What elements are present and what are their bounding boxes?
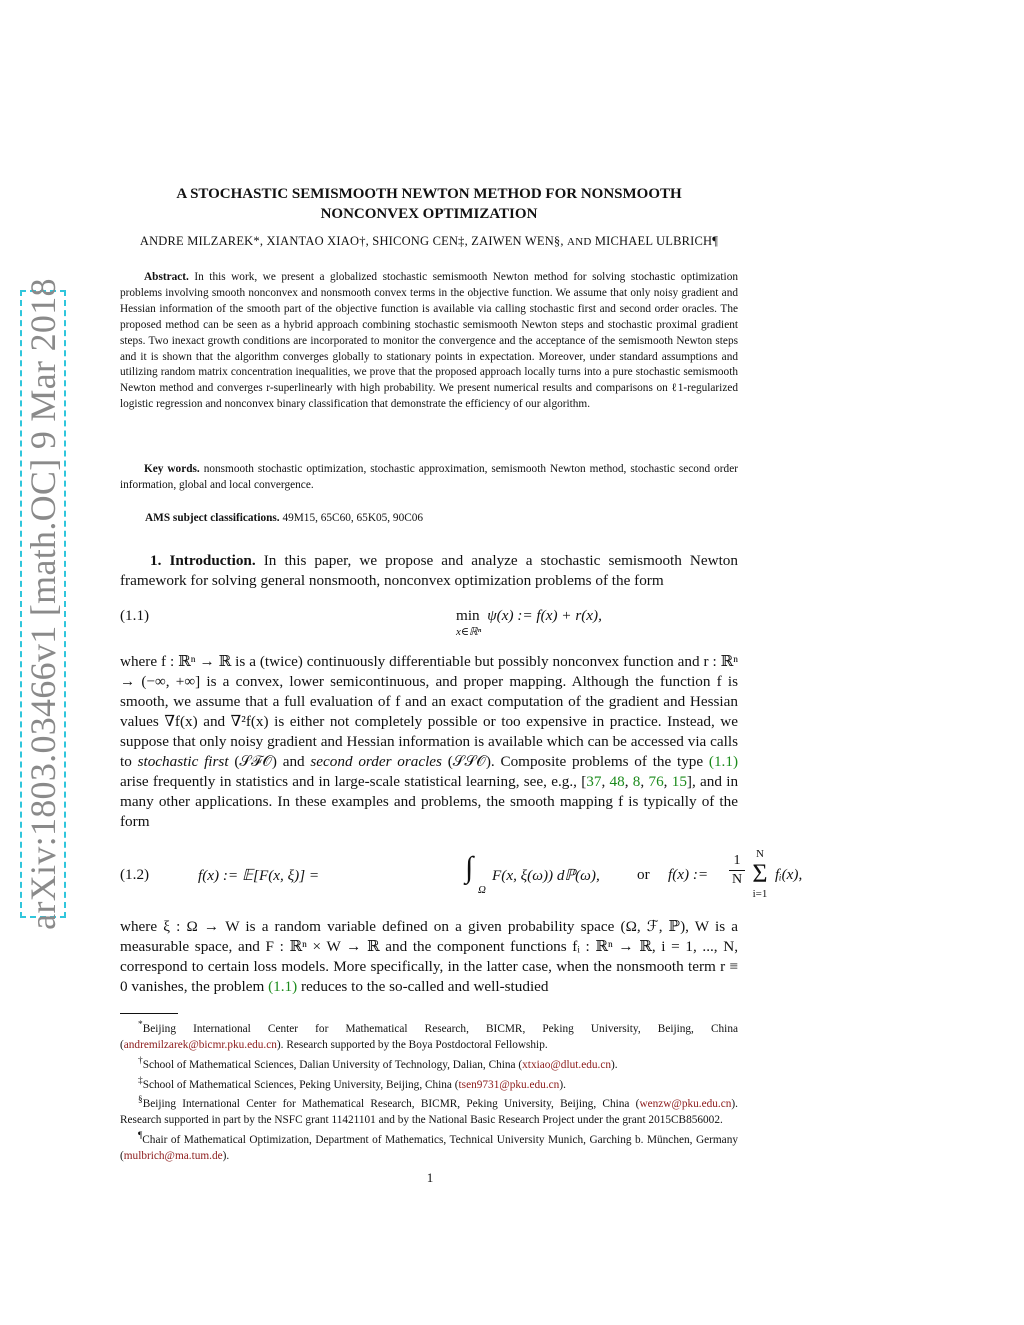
citation-link[interactable]: 76 (648, 773, 664, 790)
para-text: where f : ℝⁿ → ℝ is a (twice) continuously differentiable but possibly nonconvex function and r : ℝⁿ → (−∞, +∞] is a convex, lower semicontinuous, and proper mapping. Although the function f is smooth, we assume that a full evaluation of f and an exact computation of the gradient and Hessian values ∇f(x) and ∇²f(x) is either not completely possible or too expensive in practice. Instead, we suppose that only noisy gradient and Hessian information is available which can be accessed via calls to (120, 653, 738, 770)
eq-or: or (637, 866, 650, 883)
introduction-paragraph (120, 551, 738, 591)
title-line-2: NONCONVEX OPTIMIZATION (320, 206, 538, 222)
ams-label: AMS subject classifications. (145, 512, 280, 524)
footnote: ¶Chair of Mathematical Optimization, Department of Mathematics, Technical University Munich, Garching b. München, Germany (mulbrich@ma.tum.de). (120, 1131, 738, 1162)
authors-last: MICHAEL ULBRICH¶ (594, 234, 719, 248)
eq-rhs: f(x) := (668, 866, 709, 883)
abstract (120, 270, 738, 413)
para-emph-sfo: stochastic first (137, 753, 229, 770)
equation-number: (1.2) (120, 866, 150, 883)
email-link[interactable]: andremilzarek@bicmr.pku.edu.cn (123, 1038, 277, 1051)
citation-link[interactable]: 8 (632, 773, 641, 790)
author-list (120, 234, 738, 249)
eq-lhs: f(x) := 𝔼[F(x, ξ)] = (198, 867, 320, 884)
sum-upper: N (756, 848, 764, 860)
keywords (120, 462, 738, 494)
eq-summand: fᵢ(x), (775, 866, 803, 883)
eq-integrand: F(x, ξ(ω)) dℙ(ω), (492, 867, 600, 884)
body-paragraph-3 (120, 917, 738, 997)
email-link[interactable]: wenzw@pku.edu.cn (639, 1098, 732, 1111)
frac-numerator: 1 (733, 853, 741, 868)
eq-fraction (729, 852, 745, 889)
title-line-1: A STOCHASTIC SEMISMOOTH NEWTON METHOD FOR NONSMOOTH (176, 186, 682, 202)
citation-link[interactable]: 37 (586, 773, 602, 790)
equation-1-1 (120, 607, 738, 641)
frac-denominator: N (729, 870, 745, 889)
arxiv-identifier[interactable]: arXiv:1803.03466v1 [math.OC] 9 Mar 2018 (23, 278, 63, 930)
citation-link[interactable]: 15 (671, 773, 687, 790)
eq-min: min (456, 607, 480, 624)
abstract-text: In this work, we present a globalized stochastic semismooth Newton method for solving stochastic optimization problems involving smooth nonconvex and nonsmooth convex terms in the objective function. We assume that only noisy gradient and Hessian information of the smooth part of the objective function is available via calling stochastic first and second order oracles. The proposed method can be seen as a hybrid approach combining stochastic semismooth Newton steps and stochastic proximal gradient steps. Two inexact growth conditions are incorporated to monitor the convergence and the acceptance of the semismooth Newton steps and it is shown that the algorithm converges globally to stationary points in expectation. Moreover, under standard assumptions and utilizing random matrix concentration inequalities, we prove that the proposed approach locally turns into a pure stochastic semismooth Newton method and converges r-superlinearly with high probability. We present numerical results and comparisons on ℓ1-regularized logistic regression and nonconvex binary classification that demonstrate the efficiency of our algorithm. (120, 271, 738, 411)
arxiv-side-stamp (20, 278, 66, 930)
email-link[interactable]: mulbrich@ma.tum.de (123, 1149, 223, 1162)
section-heading: 1. Introduction. (150, 552, 256, 569)
footnote: ‡School of Mathematical Sciences, Peking University, Beijing, China (tsen9731@pku.edu.cn). (138, 1075, 566, 1091)
keywords-label: Key words. (144, 463, 200, 475)
email-link[interactable]: tsen9731@pku.edu.cn (458, 1078, 560, 1091)
footnotes (120, 1017, 738, 1164)
footnote-rule (120, 1013, 178, 1014)
equation-expression (456, 607, 602, 625)
sum-lower: i=1 (752, 888, 768, 900)
footnote: *Beijing International Center for Mathematical Research, BICMR, Peking University, Beijing, China (andremilzarek@bicmr.pku.edu.cn). Research supported by the Boya Postdoctoral Fellowship. (120, 1020, 738, 1051)
ams-text: 49M15, 65C60, 65K05, 90C06 (282, 512, 424, 524)
para-text: ], and in many other applications. In these examples and problems, the smooth mapping f is typically of the form (120, 773, 739, 830)
footnote: †School of Mathematical Sciences, Dalian University of Technology, Dalian, China (xtxiao@dlut.edu.cn). (138, 1055, 618, 1071)
ams-classifications (145, 512, 735, 524)
authors-and: AND (567, 236, 592, 248)
equation-ref-link[interactable]: (1.1) (708, 753, 739, 770)
para-text: reduces to the so-called and well-studied (300, 978, 549, 995)
page-number: 1 (426, 1170, 434, 1185)
intro-text: In this paper, we propose and analyze a stochastic semismooth Newton framework for solving general nonsmooth, nonconvex optimization problems of the form (120, 552, 738, 589)
eq-body: ψ(x) := f(x) + r(x), (487, 607, 602, 624)
footnote: §Beijing International Center for Mathematical Research, BICMR, Peking University, Beijing, China (wenzw@pku.edu.cn). Research supported in part by the NSFC grant 11421101 and by the National Basic Research Project under the grant 2015CB856002. (120, 1095, 738, 1127)
integral-domain: Ω (478, 884, 486, 896)
paper-title (120, 184, 738, 224)
eq-subscript: x∈ℝⁿ (456, 626, 482, 638)
email-link[interactable]: xtxiao@dlut.edu.cn (522, 1058, 611, 1071)
authors-names: ANDRE MILZAREK*, XIANTAO XIAO†, SHICONG CEN‡, ZAIWEN WEN§, (139, 234, 564, 248)
equation-number: (1.1) (120, 607, 150, 624)
citation-link[interactable]: 48 (609, 773, 625, 790)
integral-sign: ∫ (465, 851, 474, 884)
abstract-label: Abstract. (144, 271, 189, 283)
para-text: where ξ : Ω → W is a random variable defined on a given probability space (Ω, ℱ, ℙ), W is a measurable space, and F : ℝⁿ × W → ℝ and the component functions fᵢ : ℝⁿ → ℝ, i = 1, ..., N, correspond to certain loss models. More specifically, in the latter case, when the nonsmooth term r ≡ 0 vanishes, the problem (120, 918, 738, 995)
para-text: arise frequently in statistics and in large-scale statistical learning, see, e.g., [ (120, 773, 587, 790)
para-text: (𝒮𝒮𝒪). Composite problems of the type (447, 753, 704, 770)
equation-ref-link[interactable]: (1.1) (268, 978, 298, 995)
sum-sigma: Σ (752, 859, 768, 888)
para-text: (𝒮ℱ𝒪) and (234, 753, 305, 770)
body-paragraph-2: where f : ℝⁿ → ℝ is a (twice) continuously differentiable but possibly nonconvex function and r : ℝⁿ → (−∞, +∞] is a convex, lower semicontinuous, and proper mapping. Although the function f is smooth, we assume that a full evaluation of f and an exact computation of the gradient and Hessian values ∇f(x) and ∇²f(x) is either not completely possible or too expensive in practice. Instead, we suppose that only noisy gradient and Hessian information is available which can be accessed via calls to stochastic first (𝒮ℱ𝒪) and second order oracles (𝒮𝒮𝒪). Composite problems of the type (1.1) arise frequently in statistics and in large-scale statistical learning, see, e.g., [37, 48, 8, 76, 15], and in many other applications. In these examples and problems, the smooth mapping f is typically of the form (120, 653, 739, 830)
equation-1-2 (120, 848, 803, 900)
para-emph-sso: second order oracles (310, 753, 442, 770)
sum-operator (749, 848, 771, 900)
keywords-text: nonsmooth stochastic optimization, stochastic approximation, semismooth Newton method, stochastic second order information, global and local convergence. (120, 463, 738, 491)
